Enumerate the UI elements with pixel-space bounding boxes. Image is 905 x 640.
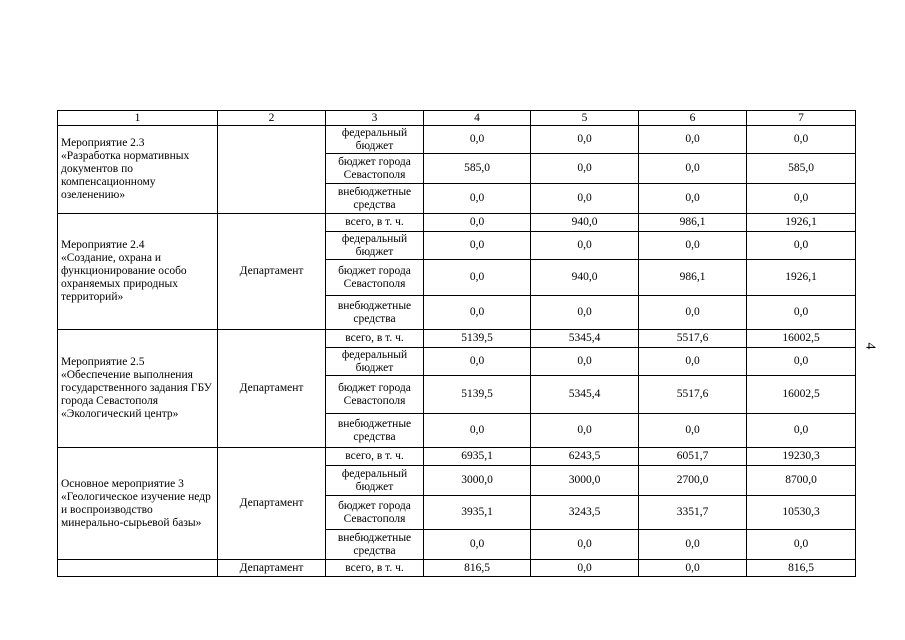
value-cell-v4: 0,0 — [424, 414, 531, 448]
activity-name-cell: Основное мероприятие 3 «Геологическое изучение недр и воспроизводство минерально-сырьевой базы» — [58, 448, 218, 560]
funding-source-cell: всего, в т. ч. — [326, 448, 424, 466]
value-cell-v4: 0,0 — [424, 530, 531, 560]
value-cell-v4: 0,0 — [424, 348, 531, 376]
table-row — [58, 560, 856, 577]
value-cell-v4: 5139,5 — [424, 330, 531, 348]
value-cell-v6: 0,0 — [639, 560, 747, 577]
value-cell-v5: 0,0 — [531, 414, 639, 448]
value-cell-v5: 0,0 — [531, 126, 639, 154]
header-cell-5: 5 — [531, 111, 639, 126]
activity-name-cell: Мероприятие 2.5 «Обеспечение выполнения государственного задания ГБУ города Севастополя «Экологический центр» — [58, 330, 218, 448]
activity-name-cell: Мероприятие 2.4 «Создание, охрана и функционирование особо охраняемых природных территорий» — [58, 214, 218, 330]
value-cell-v6: 3351,7 — [639, 496, 747, 530]
value-cell-v4: 0,0 — [424, 184, 531, 214]
funding-source-cell: всего, в т. ч. — [326, 560, 424, 577]
value-cell-v6: 5517,6 — [639, 376, 747, 414]
funding-source-cell: федеральный бюджет — [326, 466, 424, 496]
value-cell-v7: 16002,5 — [747, 376, 856, 414]
table-body — [58, 111, 856, 577]
department-cell: Департамент — [218, 448, 326, 560]
activity-name-cell — [58, 560, 218, 577]
funding-source-cell: внебюджетные средства — [326, 296, 424, 330]
funding-source-cell: внебюджетные средства — [326, 414, 424, 448]
page-number: 4 — [862, 342, 878, 350]
header-cell-4: 4 — [424, 111, 531, 126]
value-cell-v5: 0,0 — [531, 296, 639, 330]
value-cell-v5: 0,0 — [531, 348, 639, 376]
table-row — [58, 126, 856, 154]
value-cell-v6: 0,0 — [639, 184, 747, 214]
funding-source-cell: бюджет города Севастополя — [326, 260, 424, 296]
value-cell-v4: 3935,1 — [424, 496, 531, 530]
funding-source-cell: бюджет города Севастополя — [326, 154, 424, 184]
header-cell-1: 1 — [58, 111, 218, 126]
department-cell — [218, 126, 326, 214]
value-cell-v4: 6935,1 — [424, 448, 531, 466]
value-cell-v4: 0,0 — [424, 232, 531, 260]
value-cell-v6: 986,1 — [639, 214, 747, 232]
value-cell-v4: 0,0 — [424, 260, 531, 296]
value-cell-v5: 0,0 — [531, 560, 639, 577]
value-cell-v6: 0,0 — [639, 232, 747, 260]
value-cell-v7: 0,0 — [747, 530, 856, 560]
value-cell-v6: 0,0 — [639, 348, 747, 376]
value-cell-v6: 6051,7 — [639, 448, 747, 466]
value-cell-v7: 0,0 — [747, 414, 856, 448]
value-cell-v6: 0,0 — [639, 530, 747, 560]
value-cell-v4: 0,0 — [424, 214, 531, 232]
value-cell-v4: 5139,5 — [424, 376, 531, 414]
value-cell-v7: 585,0 — [747, 154, 856, 184]
value-cell-v7: 0,0 — [747, 296, 856, 330]
value-cell-v7: 0,0 — [747, 184, 856, 214]
funding-source-cell: бюджет города Севастополя — [326, 376, 424, 414]
funding-source-cell: внебюджетные средства — [326, 530, 424, 560]
funding-source-cell: всего, в т. ч. — [326, 330, 424, 348]
value-cell-v7: 10530,3 — [747, 496, 856, 530]
funding-source-cell: федеральный бюджет — [326, 126, 424, 154]
value-cell-v5: 940,0 — [531, 214, 639, 232]
value-cell-v4: 0,0 — [424, 296, 531, 330]
value-cell-v4: 3000,0 — [424, 466, 531, 496]
value-cell-v5: 3243,5 — [531, 496, 639, 530]
header-cell-7: 7 — [747, 111, 856, 126]
value-cell-v7: 0,0 — [747, 126, 856, 154]
value-cell-v5: 0,0 — [531, 154, 639, 184]
value-cell-v6: 0,0 — [639, 296, 747, 330]
header-row — [58, 111, 856, 126]
value-cell-v6: 2700,0 — [639, 466, 747, 496]
budget-table — [57, 110, 856, 577]
department-cell: Департамент — [218, 560, 326, 577]
value-cell-v5: 0,0 — [531, 530, 639, 560]
table-row — [58, 448, 856, 466]
department-cell: Департамент — [218, 330, 326, 448]
value-cell-v5: 940,0 — [531, 260, 639, 296]
activity-name-cell: Мероприятие 2.3 «Разработка нормативных документов по компенсационному озеленению» — [58, 126, 218, 214]
value-cell-v6: 0,0 — [639, 414, 747, 448]
value-cell-v5: 6243,5 — [531, 448, 639, 466]
funding-source-cell: всего, в т. ч. — [326, 214, 424, 232]
value-cell-v7: 16002,5 — [747, 330, 856, 348]
value-cell-v4: 0,0 — [424, 126, 531, 154]
value-cell-v4: 585,0 — [424, 154, 531, 184]
value-cell-v7: 1926,1 — [747, 214, 856, 232]
value-cell-v7: 1926,1 — [747, 260, 856, 296]
value-cell-v7: 0,0 — [747, 348, 856, 376]
value-cell-v6: 0,0 — [639, 126, 747, 154]
value-cell-v5: 0,0 — [531, 232, 639, 260]
value-cell-v6: 5517,6 — [639, 330, 747, 348]
value-cell-v5: 0,0 — [531, 184, 639, 214]
table-row — [58, 330, 856, 348]
funding-source-cell: внебюджетные средства — [326, 184, 424, 214]
value-cell-v5: 5345,4 — [531, 330, 639, 348]
table-row — [58, 214, 856, 232]
header-cell-3: 3 — [326, 111, 424, 126]
value-cell-v6: 0,0 — [639, 154, 747, 184]
funding-source-cell: бюджет города Севастополя — [326, 496, 424, 530]
header-cell-2: 2 — [218, 111, 326, 126]
funding-source-cell: федеральный бюджет — [326, 348, 424, 376]
value-cell-v5: 5345,4 — [531, 376, 639, 414]
value-cell-v7: 8700,0 — [747, 466, 856, 496]
header-cell-6: 6 — [639, 111, 747, 126]
department-cell: Департамент — [218, 214, 326, 330]
value-cell-v7: 0,0 — [747, 232, 856, 260]
value-cell-v7: 19230,3 — [747, 448, 856, 466]
value-cell-v4: 816,5 — [424, 560, 531, 577]
value-cell-v5: 3000,0 — [531, 466, 639, 496]
value-cell-v7: 816,5 — [747, 560, 856, 577]
value-cell-v6: 986,1 — [639, 260, 747, 296]
funding-source-cell: федеральный бюджет — [326, 232, 424, 260]
